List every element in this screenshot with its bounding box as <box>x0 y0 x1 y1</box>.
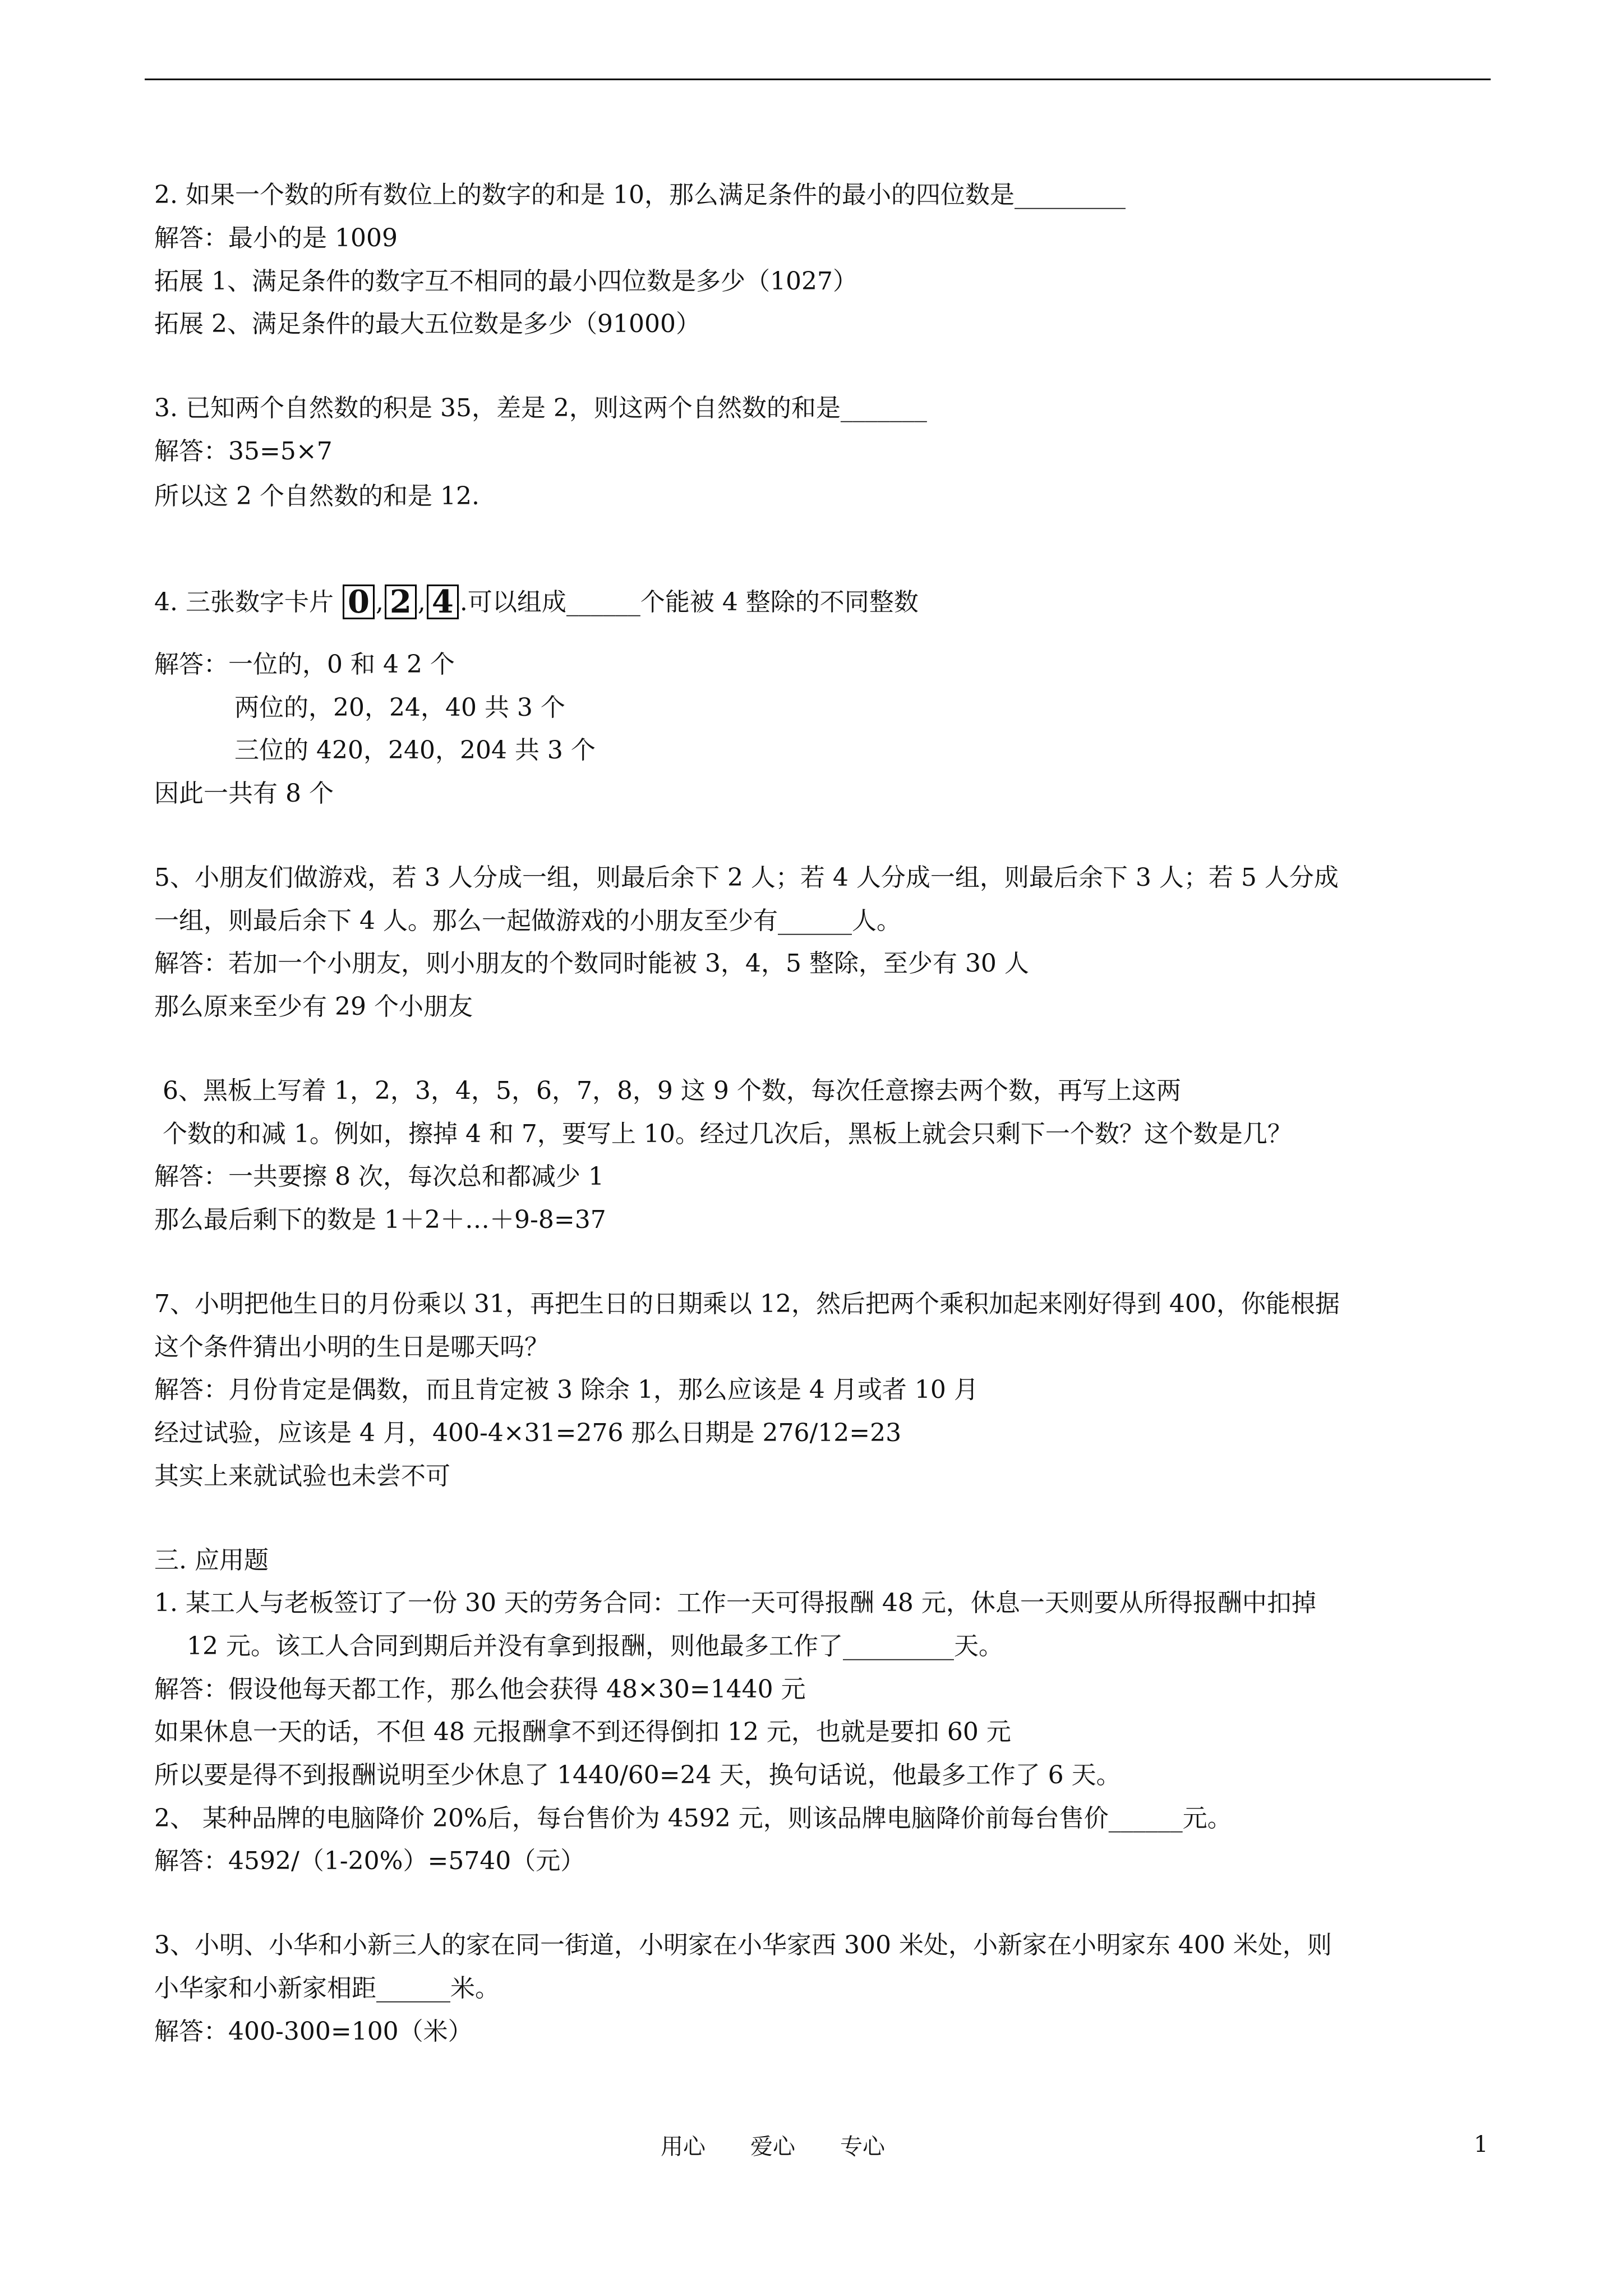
app-problem-2-question: 2、 某种品牌的电脑降价 20%后，每台售价为 4592 元，则该品牌电脑降价前每台售价______元。 <box>154 1804 1232 1833</box>
q4-answer-line-1: 解答：一位的，0 和 4 2 个 <box>154 650 455 679</box>
app-problem-1-line-1: 1. 某工人与老板签订了一份 30 天的劳务合同：工作一天可得报酬 48 元，休息一天则要从所得报酬中扣掉 <box>154 1589 1316 1617</box>
q4-prefix: 4. 三张数字卡片 <box>154 588 342 616</box>
q6-line-2: 个数的和减 1。例如，擦掉 4 和 7，要写上 10。经过几次后，黑板上就会只剩下一个数？这个数是几？ <box>163 1120 1292 1148</box>
q6-line-1: 6、黑板上写着 1，2，3，4，5，6，7，8，9 这 9 个数，每次任意擦去两个数，再写上这两 <box>163 1076 1181 1105</box>
footer-word-3: 专心 <box>840 2134 885 2160</box>
app-problem-3-line-1: 3、小明、小华和小新三人的家在同一街道，小明家在小华家西 300 米处，小新家在小明家东 400 米处，则 <box>154 1931 1332 1959</box>
q3-question: 3. 已知两个自然数的积是 35，差是 2，则这两个自然数的和是_______ <box>154 394 927 422</box>
q4-answer-line-2: 两位的，20，24，40 共 3 个 <box>234 693 565 722</box>
q7-answer: 解答：月份肯定是偶数，而且肯定被 3 除余 1，那么应该是 4 月或者 10 月 <box>154 1375 979 1404</box>
digit-card-2: 2 <box>385 585 417 619</box>
page-number: 1 <box>1474 2132 1488 2157</box>
q2-extension-2: 拓展 2、满足条件的最大五位数是多少（91000） <box>154 310 700 338</box>
q7-note: 其实上来就试验也未尝不可 <box>154 1462 450 1490</box>
q6-answer: 解答：一共要擦 8 次，每次总和都减少 1 <box>154 1162 604 1191</box>
q4-conclusion: 因此一共有 8 个 <box>154 779 334 808</box>
q3-answer: 解答：35=5×7 <box>154 437 333 466</box>
app-problem-1-answer: 解答：假设他每天都工作，那么他会获得 48×30=1440 元 <box>154 1675 806 1704</box>
q2-answer: 解答：最小的是 1009 <box>154 224 398 252</box>
q2-extension-1: 拓展 1、满足条件的数字互不相同的最小四位数是多少（1027） <box>154 267 857 296</box>
q7-step: 经过试验，应该是 4 月，400-4×31=276 那么日期是 276/12=23 <box>154 1419 902 1447</box>
q7-line-1: 7、小明把他生日的月份乘以 31，再把生日的日期乘以 12，然后把两个乘积加起来刚好得到 400，你能根据 <box>154 1290 1340 1318</box>
app-problem-1-step: 如果休息一天的话，不但 48 元报酬拿不到还得倒扣 12 元，也就是要扣 60 元 <box>154 1718 1011 1746</box>
q6-conclusion: 那么最后剩下的数是 1＋2＋…＋9-8=37 <box>154 1205 606 1234</box>
app-problem-1-conclusion: 所以要是得不到报酬说明至少休息了 1440/60=24 天，换句话说，他最多工作了 6 天。 <box>154 1761 1121 1789</box>
footer-motto <box>661 2129 930 2161</box>
digit-card-4: 4 <box>427 585 459 619</box>
q7-line-2: 这个条件猜出小明的生日是哪天吗？ <box>154 1333 549 1361</box>
header-rule <box>145 79 1491 80</box>
app-problem-2-answer: 解答：4592/（1-20%）=5740（元） <box>154 1847 585 1875</box>
section-3-heading: 三. 应用题 <box>154 1546 269 1575</box>
footer-word-2: 爱心 <box>750 2134 795 2160</box>
q3-conclusion: 所以这 2 个自然数的和是 12. <box>154 482 479 510</box>
q5-line-1: 5、小朋友们做游戏，若 3 人分成一组，则最后余下 2 人；若 4 人分成一组，则最后余下 3 人；若 5 人分成 <box>154 863 1339 892</box>
q4-answer-line-3: 三位的 420，240，204 共 3 个 <box>234 736 596 765</box>
digit-card-0: 0 <box>343 585 375 619</box>
app-problem-3-line-2: 小华家和小新家相距______米。 <box>154 1974 500 2003</box>
footer-word-1: 用心 <box>661 2134 706 2160</box>
app-problem-3-answer: 解答：400-300=100（米） <box>154 2017 473 2046</box>
q5-answer: 解答：若加一个小朋友，则小朋友的个数同时能被 3，4，5 整除，至少有 30 人 <box>154 949 1029 978</box>
q2-question: 2. 如果一个数的所有数位上的数字的和是 10，那么满足条件的最小的四位数是_________ <box>154 181 1126 209</box>
q5-conclusion: 那么原来至少有 29 个小朋友 <box>154 992 473 1021</box>
app-problem-1-line-2: 12 元。该工人合同到期后并没有拿到报酬，则他最多工作了_________天。 <box>187 1632 1003 1660</box>
q4-question: 4. 三张数字卡片 0 , 2 , 4 .可以组成______个能被 4 整除的不同整数 <box>154 583 919 620</box>
q5-line-2: 一组，则最后余下 4 人。那么一起做游戏的小朋友至少有______人。 <box>154 907 901 935</box>
q4-suffix: .可以组成______个能被 4 整除的不同整数 <box>459 588 919 616</box>
